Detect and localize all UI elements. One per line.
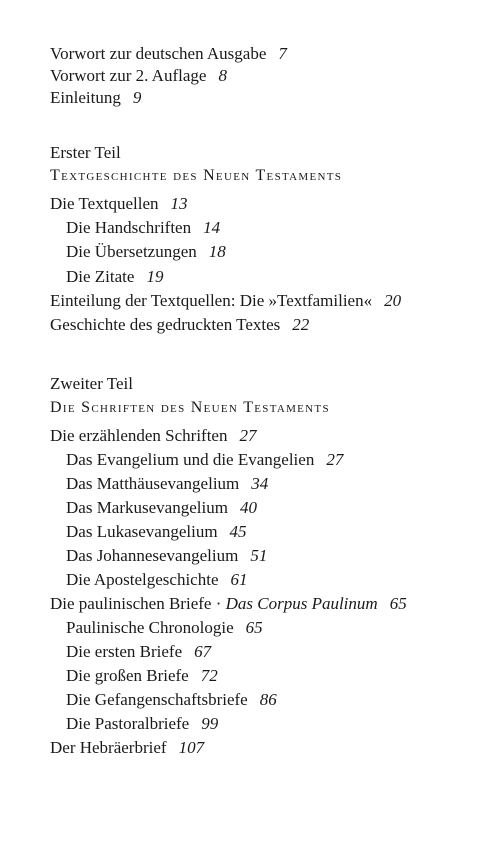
toc-entry-page: 22 <box>292 315 310 334</box>
toc-entry <box>66 665 218 687</box>
toc-entry-title: Einteilung der Textquellen: Die »Textfamilien« <box>50 291 373 310</box>
toc-entry <box>50 193 188 215</box>
toc-entry-title: Die erzählenden Schriften <box>50 426 228 445</box>
toc-entry-title: Das Lukasevangelium <box>66 522 218 541</box>
toc-entry <box>66 449 343 471</box>
toc-entry-title: Die Gefangenschaftsbriefe <box>66 690 248 709</box>
toc-entry-page: 40 <box>239 498 257 517</box>
toc-entry-page: 7 <box>278 44 287 63</box>
toc-entry-page: 65 <box>245 618 263 637</box>
toc-entry-title: Die Textquellen <box>50 194 159 213</box>
toc-entry-page: 61 <box>230 570 248 589</box>
toc-entry <box>66 521 247 543</box>
toc-entry-page: 67 <box>194 642 212 661</box>
toc-entry <box>66 217 220 239</box>
toc-entry-page: 9 <box>132 88 142 107</box>
toc-entry-title: Die ersten Briefe <box>66 642 183 661</box>
toc-entry-page: 13 <box>170 194 188 213</box>
toc-entry-page: 51 <box>250 546 268 565</box>
toc-entry-page: 72 <box>200 666 218 685</box>
toc-entry <box>50 314 309 336</box>
toc-entry-title: Vorwort zur 2. Auflage <box>50 66 207 85</box>
toc-entry <box>66 713 218 735</box>
toc-entry-title: Paulinische Chronologie <box>66 618 234 637</box>
toc-entry-title: Die Handschriften <box>66 218 192 237</box>
toc-entry <box>66 641 211 663</box>
toc-entry <box>50 425 256 447</box>
part-heading: Textgeschichte des Neuen Testaments <box>50 167 343 184</box>
toc-entry-page: 27 <box>239 426 257 445</box>
toc-entry <box>50 737 204 759</box>
toc-entry <box>66 266 163 288</box>
toc-entry <box>66 569 248 591</box>
toc-entry-title: Einleitung <box>50 88 121 107</box>
toc-entry-page: 14 <box>203 218 221 237</box>
toc-entry-page: 19 <box>146 267 164 286</box>
toc-entry-subtitle: Das Corpus Paulinum <box>225 594 378 613</box>
toc-entry <box>66 689 277 711</box>
toc-entry-page: 99 <box>201 714 219 733</box>
toc-entry-title: Das Markusevangelium <box>66 498 228 517</box>
toc-entry-page: 8 <box>218 66 227 85</box>
toc-entry <box>66 497 257 519</box>
toc-entry-title: Die Apostelgeschichte <box>66 570 219 589</box>
toc-entry-page: 18 <box>208 242 226 261</box>
toc-entry-title: Die paulinischen Briefe · <box>50 594 222 613</box>
toc-entry-title: Das Evangelium und die Evangelien <box>66 450 315 469</box>
toc-entry-page: 34 <box>251 474 269 493</box>
toc-entry-title: Die Übersetzungen <box>66 242 197 261</box>
toc-entry <box>66 545 267 567</box>
toc-entry <box>66 473 268 495</box>
toc-entry <box>66 241 226 263</box>
toc-entry-title: Die Zitate <box>66 267 135 286</box>
toc-entry-page: 107 <box>178 738 205 757</box>
toc-entry <box>66 617 263 639</box>
toc-entry-page: 65 <box>389 594 407 613</box>
toc-entry-title: Geschichte des gedruckten Textes <box>50 315 281 334</box>
toc-entry-einleitung <box>50 87 141 109</box>
toc-entry <box>50 290 401 312</box>
toc-entry-title: Die Pastoralbriefe <box>66 714 190 733</box>
toc-entry <box>50 593 407 615</box>
toc-entry-vorwort-deutsch <box>50 43 287 65</box>
toc-entry-title: Die großen Briefe <box>66 666 189 685</box>
toc-entry-vorwort-auflage <box>50 65 227 87</box>
toc-entry-page: 86 <box>259 690 277 709</box>
part-label: Zweiter Teil <box>50 374 133 393</box>
toc-entry-title: Das Johannesevangelium <box>66 546 239 565</box>
toc-entry-page: 27 <box>326 450 344 469</box>
toc-entry-page: 45 <box>229 522 247 541</box>
part-heading: Die Schriften des Neuen Testaments <box>50 399 330 416</box>
part-label: Erster Teil <box>50 143 121 162</box>
toc-entry-title: Der Hebräerbrief <box>50 738 167 757</box>
toc-entry-title: Das Matthäusevangelium <box>66 474 240 493</box>
toc-entry-title: Vorwort zur deutschen Ausgabe <box>50 44 267 63</box>
toc-entry-page: 20 <box>384 291 402 310</box>
